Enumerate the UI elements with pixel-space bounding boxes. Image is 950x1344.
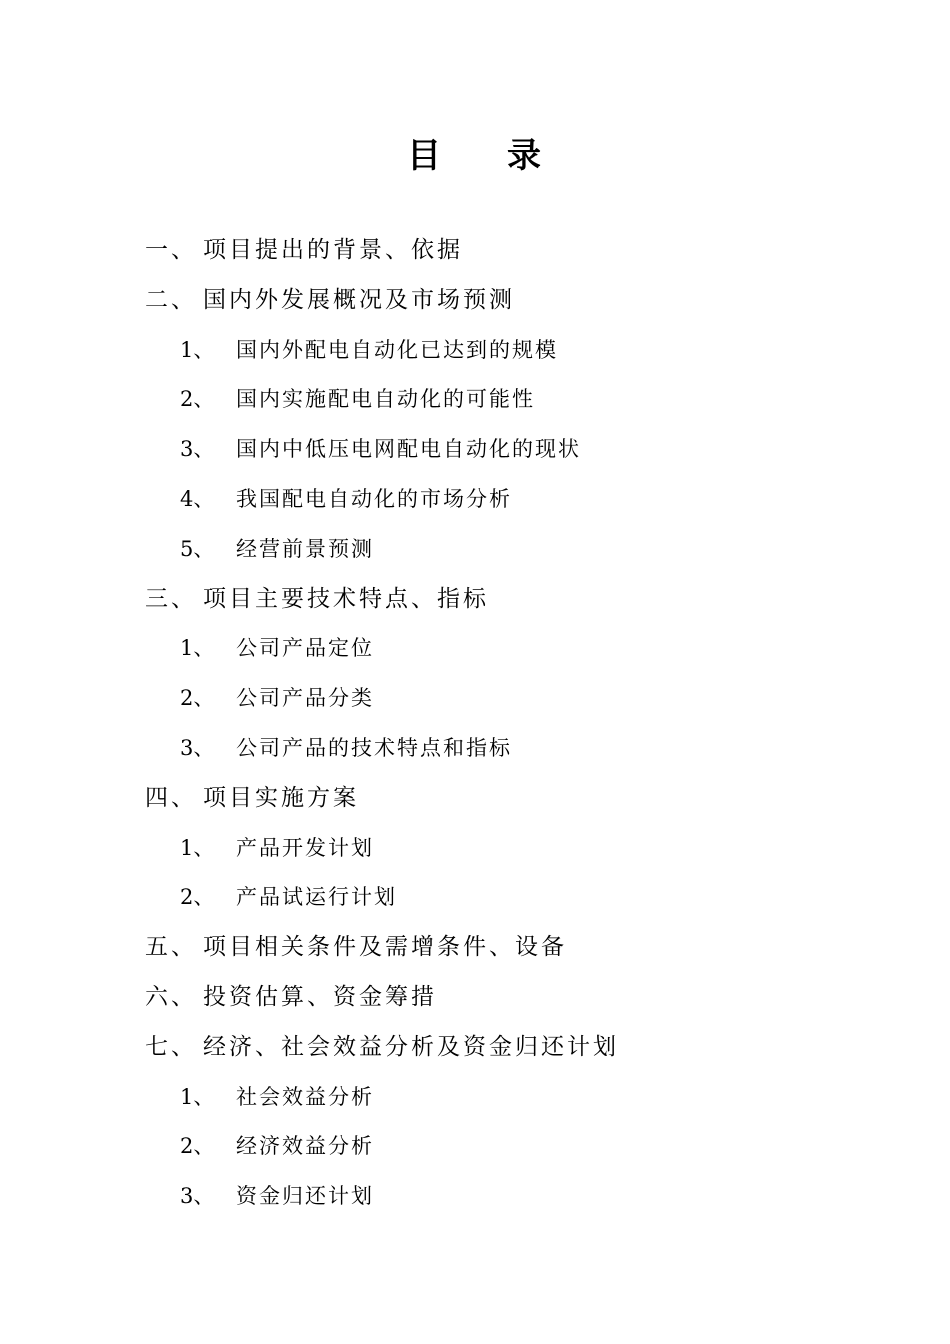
toc-subsection <box>180 529 374 569</box>
toc-number: 1、 <box>180 1085 215 1109</box>
toc-number: 1、 <box>180 836 215 860</box>
toc-entry-text: 国内外发展概况及市场预测 <box>203 287 515 313</box>
toc-subsection <box>180 828 374 868</box>
toc-entry-text: 项目提出的背景、依据 <box>203 237 463 263</box>
toc-entry-text: 国内实施配电自动化的可能性 <box>236 387 535 411</box>
page-title <box>0 128 950 177</box>
toc-number: 5、 <box>180 537 215 561</box>
toc-subsection <box>180 1126 374 1166</box>
toc-section <box>145 1027 619 1067</box>
toc-subsection <box>180 1176 374 1216</box>
toc-subsection <box>180 379 535 419</box>
toc-entry-text: 公司产品定位 <box>236 636 374 660</box>
toc-entry-text: 我国配电自动化的市场分析 <box>236 487 512 511</box>
toc-subsection <box>180 628 374 668</box>
toc-number: 1、 <box>180 338 215 362</box>
toc-number: 七、 <box>145 1034 197 1060</box>
toc-entry-text: 经济、社会效益分析及资金归还计划 <box>203 1034 619 1060</box>
title-char-right: 录 <box>507 136 543 176</box>
toc-number: 4、 <box>180 487 215 511</box>
toc-entry-text: 资金归还计划 <box>236 1184 374 1208</box>
toc-entry-text: 公司产品的技术特点和指标 <box>236 736 512 760</box>
toc-number: 二、 <box>145 287 197 313</box>
toc-entry-text: 公司产品分类 <box>236 686 374 710</box>
toc-number: 2、 <box>180 885 215 909</box>
toc-number: 3、 <box>180 1184 215 1208</box>
toc-entry-text: 国内外配电自动化已达到的规模 <box>236 338 558 362</box>
toc-number: 六、 <box>145 984 197 1010</box>
toc-entry-text: 经济效益分析 <box>236 1134 374 1158</box>
toc-entry-text: 项目实施方案 <box>203 785 359 811</box>
toc-number: 3、 <box>180 437 215 461</box>
toc-subsection <box>180 877 397 917</box>
toc-entry-text: 经营前景预测 <box>236 537 374 561</box>
toc-subsection <box>180 678 374 718</box>
toc-entry-text: 项目主要技术特点、指标 <box>203 586 489 612</box>
toc-subsection <box>180 479 512 519</box>
toc-number: 2、 <box>180 686 215 710</box>
toc-number: 五、 <box>145 934 197 960</box>
toc-entry-text: 产品试运行计划 <box>236 885 397 909</box>
toc-number: 四、 <box>145 785 197 811</box>
toc-entry-text: 项目相关条件及需增条件、设备 <box>203 934 567 960</box>
toc-subsection <box>180 330 558 370</box>
toc-entry-text: 产品开发计划 <box>236 836 374 860</box>
toc-section <box>145 230 463 270</box>
toc-number: 1、 <box>180 636 215 660</box>
toc-section <box>145 778 359 818</box>
toc-entry-text: 国内中低压电网配电自动化的现状 <box>236 437 581 461</box>
toc-subsection <box>180 1077 374 1117</box>
toc-number: 3、 <box>180 736 215 760</box>
toc-entry-text: 投资估算、资金筹措 <box>203 984 437 1010</box>
toc-section <box>145 280 515 320</box>
title-char-left: 目 <box>407 136 443 176</box>
toc-section <box>145 977 437 1017</box>
toc-number: 三、 <box>145 586 197 612</box>
toc-number: 2、 <box>180 387 215 411</box>
toc-section <box>145 927 567 967</box>
toc-subsection <box>180 429 581 469</box>
toc-section <box>145 579 489 619</box>
toc-entry-text: 社会效益分析 <box>236 1085 374 1109</box>
toc-number: 一、 <box>145 237 197 263</box>
toc-number: 2、 <box>180 1134 215 1158</box>
toc-subsection <box>180 728 512 768</box>
